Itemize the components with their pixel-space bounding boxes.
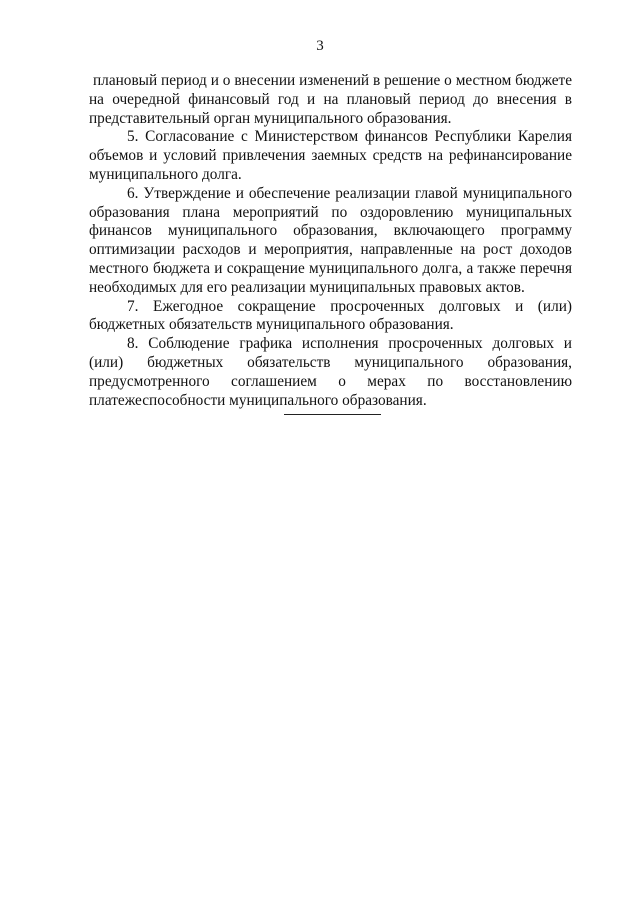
paragraph-item-5: 5. Согласование с Министерством финансов Республики Карелия объемов и условий привлечения заемных средств на рефинансирование муниципального долга. <box>89 128 572 183</box>
paragraph-item-6: 6. Утверждение и обеспечение реализации главой муниципального образования плана мероприятий по оздоровлению муниципальных финансов муниципального образования, включающего программу оптимизации расходов и мероприятия, направленные на рост доходов местного бюджета и сокращение муниципального долга, а также перечня необходимых для его реализации муниципальных правовых актов. <box>89 184 572 296</box>
page-number: 3 <box>316 38 324 54</box>
paragraph-continuation: плановый период и о внесении изменений в решение о местном бюджете на очередной финансовый год и на плановый период до внесения в представительный орган муниципального образования. <box>89 72 572 127</box>
document-body <box>89 72 572 410</box>
paragraph-item-8: 8. Соблюдение графика исполнения просроченных долговых и (или) бюджетных обязательств муниципального образования, предусмотренного соглашением о мерах по восстановлению платежеспособности муниципального образования. <box>89 335 572 409</box>
closing-divider-line <box>284 414 381 415</box>
paragraph-item-7: 7. Ежегодное сокращение просроченных долговых и (или) бюджетных обязательств муниципального образования. <box>89 297 572 334</box>
